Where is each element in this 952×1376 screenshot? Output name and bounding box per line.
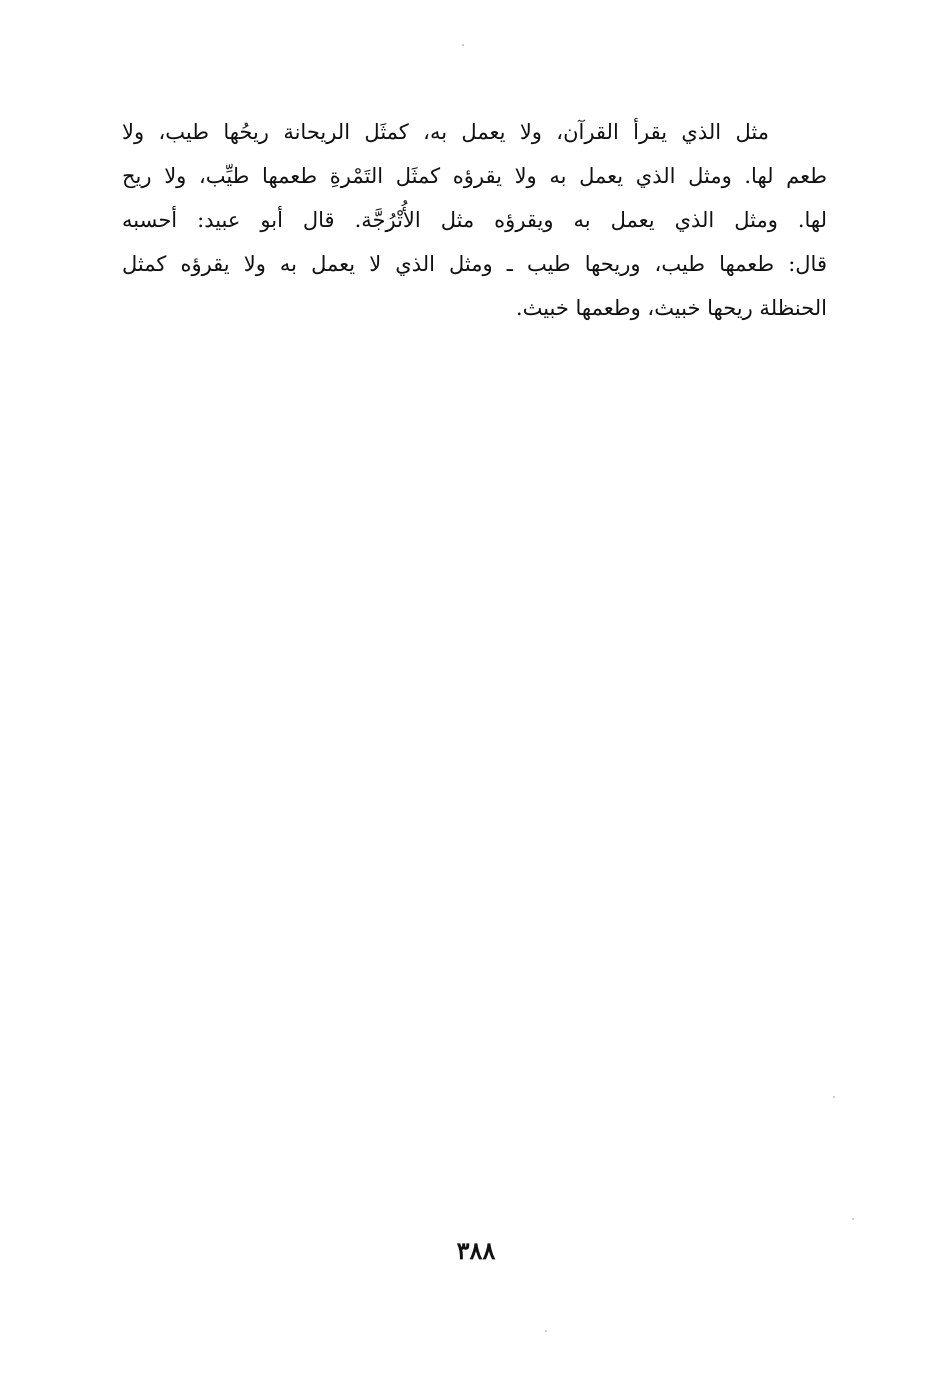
scan-speck	[545, 1330, 547, 1332]
scan-speck	[462, 44, 464, 46]
scan-speck	[852, 1218, 854, 1220]
text-line-5: الحنظلة ريحها خبيث، وطعمها خبيث.	[515, 296, 827, 320]
body-text	[122, 110, 827, 330]
text-line-1: مثل الذي يقرأ القرآن، ولا يعمل به، كمثَل الريحانة ريحُها طيب، ولا	[122, 120, 769, 144]
page-number: ٣٨٨	[456, 1236, 496, 1265]
text-line-4: قال: طعمها طيب، وريحها طيب ـ ومثل الذي لا يعمل به ولا يقرؤه كمثل	[122, 252, 827, 276]
text-line-3: لها. ومثل الذي يعمل به ويقرؤه مثل الأُتْرُجَّة. قال أبو عبيد: أحسبه	[122, 208, 827, 232]
text-line-2: طعم لها. ومثل الذي يعمل به ولا يقرؤه كمثَل التَمْرةِ طعمها طيِّب، ولا ريح	[122, 164, 827, 188]
scan-speck	[833, 1096, 835, 1098]
